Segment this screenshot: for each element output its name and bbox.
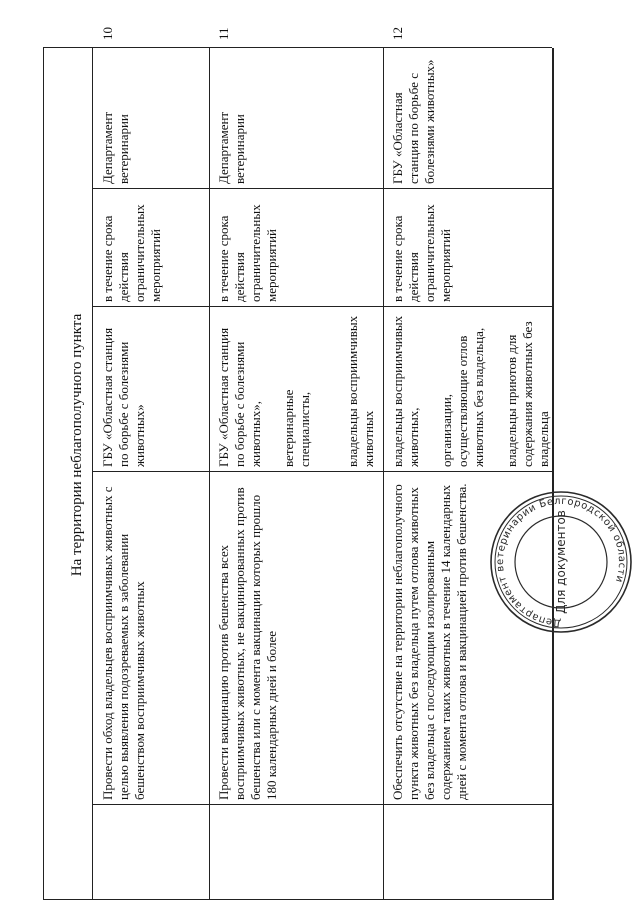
- stamp-center-text: Для документов: [554, 510, 568, 614]
- col-num-border: [92, 804, 552, 805]
- row-10-term: в течение срока действия ограничительных мероприятий: [100, 204, 163, 302]
- row-10-measure: Провести обход владельцев восприимчивых животных с целью выявления подозреваемых в заболевании бешенством восприимчивых животных: [100, 486, 147, 800]
- row-11-executor-owners: владельцы восприимчивых животных: [345, 315, 376, 467]
- stamp-ring-text: Департамент ветеринарии Белгородской области: [494, 495, 628, 629]
- row-11-number: 11: [216, 27, 231, 40]
- heading-row-border: [92, 48, 93, 900]
- table-left-border: [43, 899, 552, 900]
- row-11-executor-org: ГБУ «Областная станция по борьбе с болезнями животных»,: [216, 327, 263, 467]
- row-12-term: в течение срока действия ограничительных мероприятий: [390, 204, 453, 302]
- table-right-border: [43, 47, 552, 48]
- row-10-executor: ГБУ «Областная станция по борьбе с болезнями животных»: [100, 327, 147, 467]
- row-12-measure: Обеспечить отсутствие на территории неблагополучного пункта животных без владельца путем отлова животных без владельца с последующим изолированным содержанием таких животных в течение 14 календарных дней с момента отлова и вакцинацией против бешенства.: [390, 483, 469, 800]
- row-10-bottom-border: [209, 48, 210, 900]
- row-10-number: 10: [100, 27, 115, 40]
- row-11-term: в течение срока действия ограничительных мероприятий: [216, 204, 279, 302]
- section-heading: На территории неблагополучного пункта: [69, 313, 85, 577]
- col-measure-border: [92, 471, 552, 472]
- row-11-measure: Провести вакцинацию против бешенства всех восприимчивых животных, не вакцинированных против бешенства или с момента вакцинации которых прошло 180 календарных дней и более: [216, 487, 279, 800]
- row-12-executor-owners: владельцы восприимчивых животных,: [390, 315, 421, 467]
- row-11-bottom-border: [383, 48, 384, 900]
- row-11-executor-specialists: ветеринарные специалисты,: [281, 389, 312, 467]
- table-top-border: [43, 48, 44, 900]
- row-12-number: 12: [390, 27, 405, 40]
- row-12-executor-catchers: организации, осуществляющие отлов животных без владельца,: [439, 327, 486, 467]
- col-term-border: [92, 188, 552, 189]
- row-12-bottom-border: [552, 48, 554, 900]
- row-10-responsible: Департамент ветеринарии: [100, 111, 131, 184]
- row-11-responsible: Департамент ветеринарии: [216, 111, 247, 184]
- department-stamp: [486, 487, 636, 637]
- row-12-responsible: ГБУ «Областная станция по борьбе с болезнями животных»: [390, 59, 437, 184]
- row-12-executor-shelters: владельцы приютов для содержания животных без владельца: [504, 321, 551, 467]
- col-executor-border: [92, 306, 552, 307]
